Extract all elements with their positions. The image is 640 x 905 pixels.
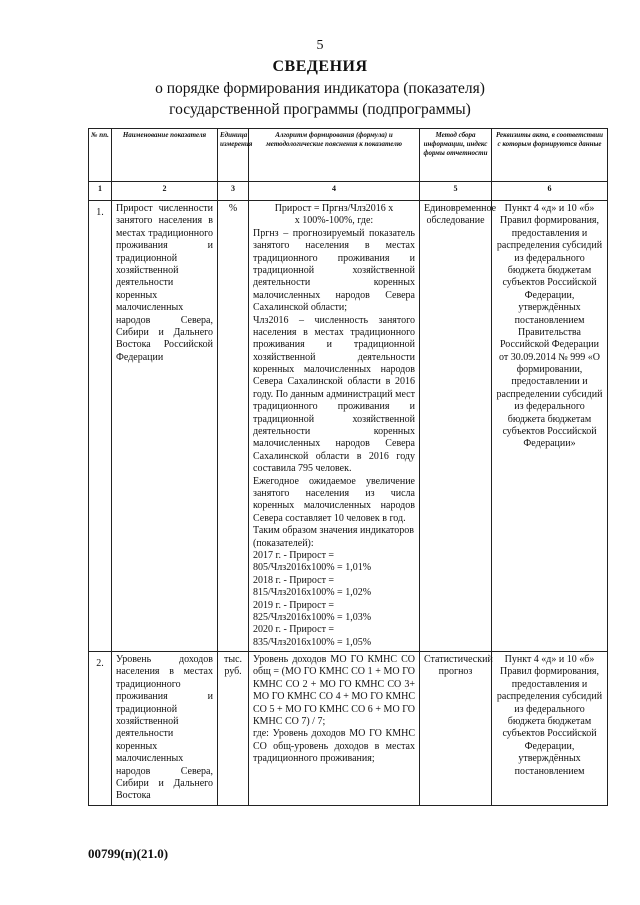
- act-requisites: Пункт 4 «д» и 10 «б» Правил формирования, предоставления и распределения субсидий из федерального бюджета бюджетам субъектов Российской Федерации, утверждённых постановлением: [492, 652, 608, 806]
- indicator-algorithm: [249, 201, 420, 652]
- algorithm-definition: где: Уровень доходов МО ГО КМНС СО общ-уровень доходов в местах традиционного проживания;: [253, 728, 415, 765]
- column-number: 3: [218, 182, 249, 201]
- algorithm-formula: Уровень доходов МО ГО КМНС СО общ = (МО ГО КМНС СО 1 + МО ГО КМНС СО 2 + МО ГО КМНС СО 3+ МО ГО КМНС СО 4 + МО ГО КМНС СО 5 + МО ГО КМНС СО 6 + МО ГО КМНС СО 7) / 7;: [253, 654, 415, 728]
- indicator-unit: тыс. руб.: [218, 652, 249, 806]
- algorithm-year-value: 2018 г. - Прирост =: [253, 574, 335, 586]
- column-number: 5: [420, 182, 492, 201]
- indicator-algorithm: [249, 652, 420, 806]
- column-number: 2: [112, 182, 218, 201]
- row-number: 2.: [89, 652, 112, 806]
- collection-method: Статистический прогноз: [420, 652, 492, 806]
- row-number: 1.: [89, 201, 112, 652]
- algorithm-year-value: 2019 г. - Прирост =: [253, 599, 335, 611]
- indicator-unit: %: [218, 201, 249, 652]
- page-number: 5: [316, 38, 324, 53]
- header-algorithm: Алгоритм формирования (формула) и методологические пояснения к показателю: [249, 129, 420, 182]
- table-row: [89, 201, 608, 652]
- collection-method: Единовременное обследование: [420, 201, 492, 652]
- column-number-row: [89, 182, 608, 201]
- column-number: 4: [249, 182, 420, 201]
- header-requisites: Реквизиты акта, в соответствии с которым формируются данные: [492, 129, 608, 182]
- algorithm-definition: Члз2016 – численность занятого населения в местах традиционного проживания и традиционной хозяйственной деятельности коренных малочисленных народов Севера Сахалинской области в 2016 году. По данным администраций мест традиционного проживания и традиционной хозяйственной деятельности коренных малочисленных народов Севера Сахалинской области в 2016 году составила 795 человек.: [253, 314, 415, 475]
- indicator-name: Прирост численности занятого населения в местах традиционного проживания и традиционной хозяйственной деятельности коренных малочисленных народов Севера, Сибири и Дальнего Востока Российской Федерации: [112, 201, 218, 652]
- algorithm-year-value: 2020 г. - Прирост =: [253, 624, 335, 636]
- act-requisites: Пункт 4 «д» и 10 «б» Правил формирования, предоставления и распределения субсидий из федерального бюджета бюджетам субъектов Российской Федерации, утверждённых постановлением Правительства Российской Федерации от 30.09.2014 № 999 «О формировании, предоставлении и распределении субсидий из федерального бюджета бюджетам субъектов Российской Федерации»: [492, 201, 608, 652]
- indicator-table: [88, 128, 608, 806]
- algorithm-formula: х 100%-100%, где:: [294, 215, 374, 227]
- algorithm-year-value: 815/Члз2016х100% = 1,02%: [253, 587, 372, 599]
- algorithm-formula: Прирост = Пргнз/Члз2016 х: [274, 203, 394, 214]
- column-number: 1: [89, 182, 112, 201]
- header-unit: Единица измерения: [218, 129, 249, 182]
- column-number: 6: [492, 182, 608, 201]
- algorithm-year-value: 2017 г. - Прирост =: [253, 549, 335, 561]
- header-name: Наименование показателя: [112, 129, 218, 182]
- algorithm-definition: Ежегодное ожидаемое увеличение занятого населения из числа коренных малочисленных народов Севера составляет 10 человек в год.: [253, 475, 415, 524]
- algorithm-year-value: 805/Члз2016х100% = 1,01%: [253, 562, 372, 574]
- header-method: Метод сбора информации, индекс формы отчетности: [420, 129, 492, 182]
- algorithm-year-value: 825/Члз2016х100% = 1,03%: [253, 611, 372, 623]
- algorithm-values-intro: Таким образом значения индикаторов (показателей):: [253, 525, 414, 549]
- document-code: 00799(п)(21.0): [88, 846, 169, 861]
- algorithm-year-value: 835/Члз2016х100% = 1,05%: [253, 636, 372, 648]
- document-subtitle-line-2: государственной программы (подпрограммы): [169, 101, 471, 118]
- algorithm-definition: Пргнз – прогнозируемый показатель занятого населения в местах традиционного проживания и традиционной хозяйственной деятельности коренных малочисленных народов Севера Сахалинской области;: [253, 227, 415, 314]
- header-number: № пп.: [89, 129, 112, 182]
- indicator-name: Уровень доходов населения в местах традиционного проживания и традиционной хозяйственной деятельности коренных малочисленных народов Севера, Сибири и Дальнего Востока: [112, 652, 218, 806]
- table-row: [89, 652, 608, 806]
- document-title: СВЕДЕНИЯ: [272, 58, 368, 75]
- document-subtitle-line-1: о порядке формирования индикатора (показателя): [155, 80, 485, 97]
- table-header-row: [89, 129, 608, 182]
